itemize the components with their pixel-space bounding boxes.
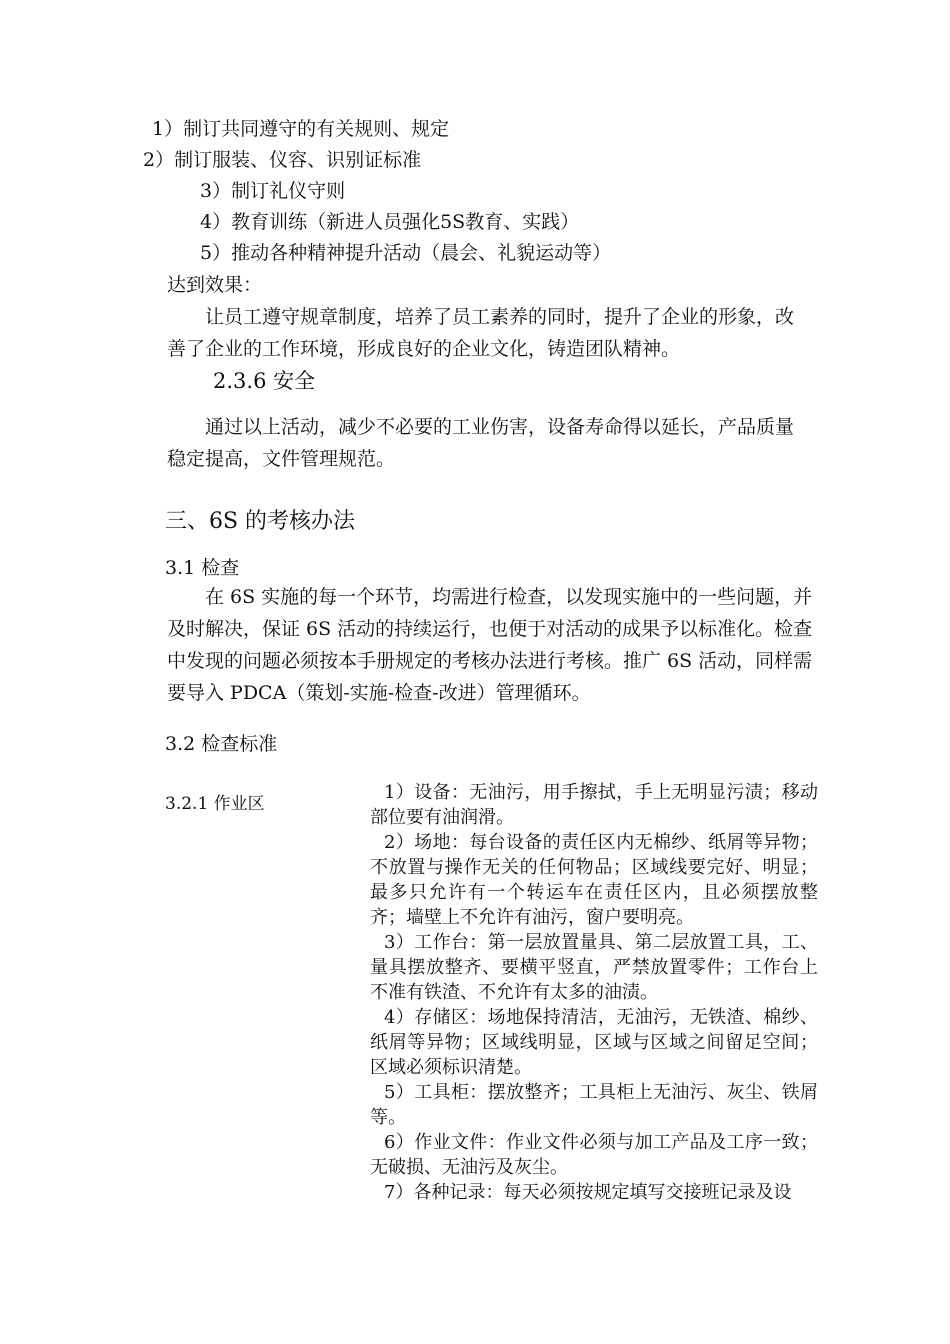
check-text-line-4: 要导入 PDCA（策划-实施-检查-改进）管理循环。	[167, 682, 591, 704]
effect-heading: 达到效果：	[167, 274, 263, 296]
work-area-label: 3.2.1 作业区	[165, 794, 265, 814]
standard-records: 7）各种记录：每天必须按规定填写交接班记录及设	[384, 1182, 792, 1203]
check-text-line-2: 及时解决，保证 6S 活动的持续运行，也便于对活动的成果予以标准化。检查	[167, 618, 813, 640]
standard-work-documents: 6）作业文件：作业文件必须与加工产品及工序一致；无破损、无油污及灰尘。	[370, 1132, 818, 1178]
standard-workbench: 3）工作台：第一层放置量具、第二层放置工具，工、量具摆放整齐、要横平竖直，严禁放置零件；工作台上不准有铁渣、不允许有太多的油渍。	[370, 932, 818, 1003]
effect-text-line-1: 让员工遵守规章制度，培养了员工素养的同时，提升了企业的形象，改	[205, 306, 795, 328]
standard-storage-area: 4）存储区：场地保持清洁，无油污，无铁渣、棉纱、纸屑等异物；区域线明显，区域与区域之间留足空间；区域必须标识清楚。	[370, 1007, 818, 1078]
rule-item-3: 3）制订礼仪守则	[200, 180, 346, 202]
safety-text-line-1: 通过以上活动，减少不必要的工业伤害，设备寿命得以延长，产品质量	[205, 416, 795, 438]
rule-item-2: 2）制订服装、仪容、识别证标准	[143, 149, 422, 171]
standard-equipment: 1）设备：无油污，用手擦拭，手上无明显污渍；移动部位要有油润滑。	[370, 782, 818, 828]
rule-item-5: 5）推动各种精神提升活动（晨会、礼貌运动等）	[200, 242, 612, 264]
rule-item-4: 4）教育训练（新进人员强化5S教育、实践）	[200, 211, 580, 233]
standard-heading: 3.2 检查标准	[165, 733, 278, 755]
standard-site: 2）场地：每台设备的责任区内无棉纱、纸屑等异物；不放置与操作无关的任何物品；区域线要完好、明显；最多只允许有一个转运车在责任区内，且必须摆放整齐；墙壁上不允许有油污，窗户要明亮。	[370, 832, 818, 928]
effect-text-line-2: 善了企业的工作环境，形成良好的企业文化，铸造团队精神。	[167, 338, 681, 360]
standard-tool-cabinet: 5）工具柜：摆放整齐；工具柜上无油污、灰尘、铁屑等。	[370, 1082, 818, 1128]
safety-text-line-2: 稳定提高，文件管理规范。	[167, 448, 396, 470]
section-3-title: 三、6S 的考核办法	[165, 509, 356, 534]
check-text-line-1: 在 6S 实施的每一个环节，均需进行检查，以发现实施中的一些问题，并	[205, 586, 813, 608]
check-text-line-3: 中发现的问题必须按本手册规定的考核办法进行考核。推广 6S 活动，同样需	[167, 650, 813, 672]
safety-heading: 2.3.6 安全	[213, 369, 316, 393]
rule-item-1: 1）制订共同遵守的有关规则、规定	[152, 118, 450, 140]
check-heading: 3.1 检查	[165, 557, 240, 579]
work-area-standards	[370, 780, 818, 1205]
